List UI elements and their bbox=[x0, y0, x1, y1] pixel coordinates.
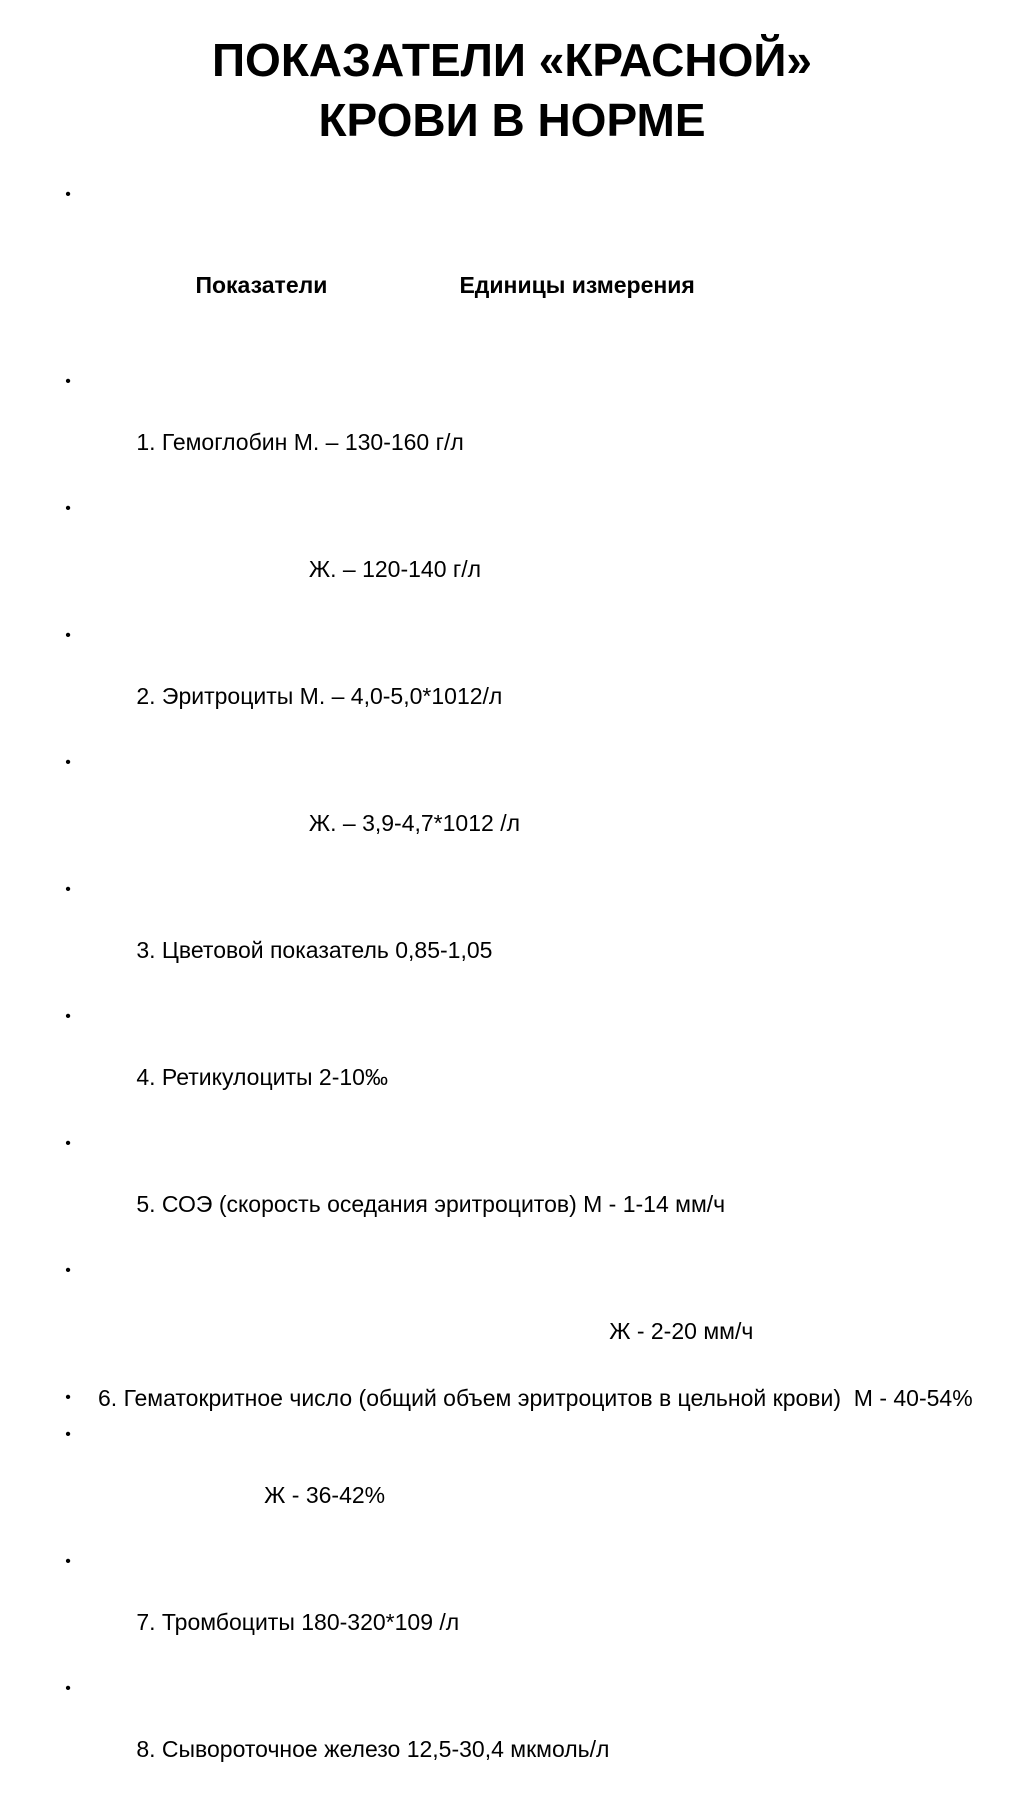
list-item-text: Ж - 36-42% bbox=[136, 1482, 386, 1508]
list-item bbox=[58, 1129, 978, 1249]
list-item-text: 1. Гемоглобин М. – 130-160 г/л bbox=[136, 429, 464, 455]
bullet-icon: • bbox=[65, 1680, 71, 1697]
list-item bbox=[58, 875, 978, 995]
bullet-icon: • bbox=[65, 1135, 71, 1152]
bullet-icon: • bbox=[65, 1553, 71, 1570]
bullet-icon: • bbox=[65, 500, 71, 517]
list-item bbox=[58, 1547, 978, 1667]
list-item-text: 7. Тромбоциты 180-320*109 /л bbox=[136, 1609, 460, 1635]
list-item-text: 6. Гематокритное число (общий объем эритроцитов в цельной крови) М - 40-54% bbox=[98, 1385, 973, 1411]
list-item-text: 8. Сывороточное железо 12,5-30,4 мкмоль/л bbox=[136, 1736, 610, 1762]
list-item-text: Ж - 2-20 мм/ч bbox=[136, 1318, 754, 1344]
list-item-text: 2. Эритроциты М. – 4,0-5,0*1012/л bbox=[136, 683, 503, 709]
bullet-icon: • bbox=[65, 881, 71, 898]
list-item-text: 4. Ретикулоциты 2-10‰ bbox=[136, 1064, 388, 1090]
bullet-icon: • bbox=[65, 1389, 71, 1406]
title-line-1: ПОКАЗАТЕЛИ «КРАСНОЙ» bbox=[211, 34, 813, 86]
list-item-text: 5. СОЭ (скорость оседания эритроцитов) М - 1-14 мм/ч bbox=[136, 1191, 726, 1217]
bullet-icon: • bbox=[65, 1262, 71, 1279]
bullet-icon: • bbox=[65, 373, 71, 390]
bullet-icon: • bbox=[65, 627, 71, 644]
slide-title bbox=[0, 30, 1024, 150]
title-line-2: КРОВИ В НОРМЕ bbox=[318, 94, 706, 146]
list-item bbox=[58, 621, 978, 741]
list-item bbox=[58, 1256, 978, 1376]
list-item-text: 3. Цветовой показатель 0,85-1,05 bbox=[136, 937, 493, 963]
list-item bbox=[58, 367, 978, 487]
header-units: Единицы измерения bbox=[459, 272, 695, 298]
bullet-icon: • bbox=[65, 1426, 71, 1443]
norms-list bbox=[58, 180, 978, 1801]
bullet-icon: • bbox=[65, 186, 71, 203]
list-item bbox=[58, 1002, 978, 1122]
bullet-icon: • bbox=[65, 1008, 71, 1025]
list-item-text: Ж. – 3,9-4,7*1012 /л bbox=[136, 810, 520, 836]
list-header bbox=[58, 180, 978, 360]
list-item bbox=[58, 748, 978, 868]
list-item bbox=[58, 1383, 978, 1413]
header-indicators: Показатели bbox=[195, 272, 328, 298]
list-item bbox=[58, 494, 978, 614]
list-item bbox=[58, 1674, 978, 1794]
list-item-text: Ж. – 120-140 г/л bbox=[136, 556, 482, 582]
bullet-icon: • bbox=[65, 754, 71, 771]
list-item bbox=[58, 1420, 978, 1540]
